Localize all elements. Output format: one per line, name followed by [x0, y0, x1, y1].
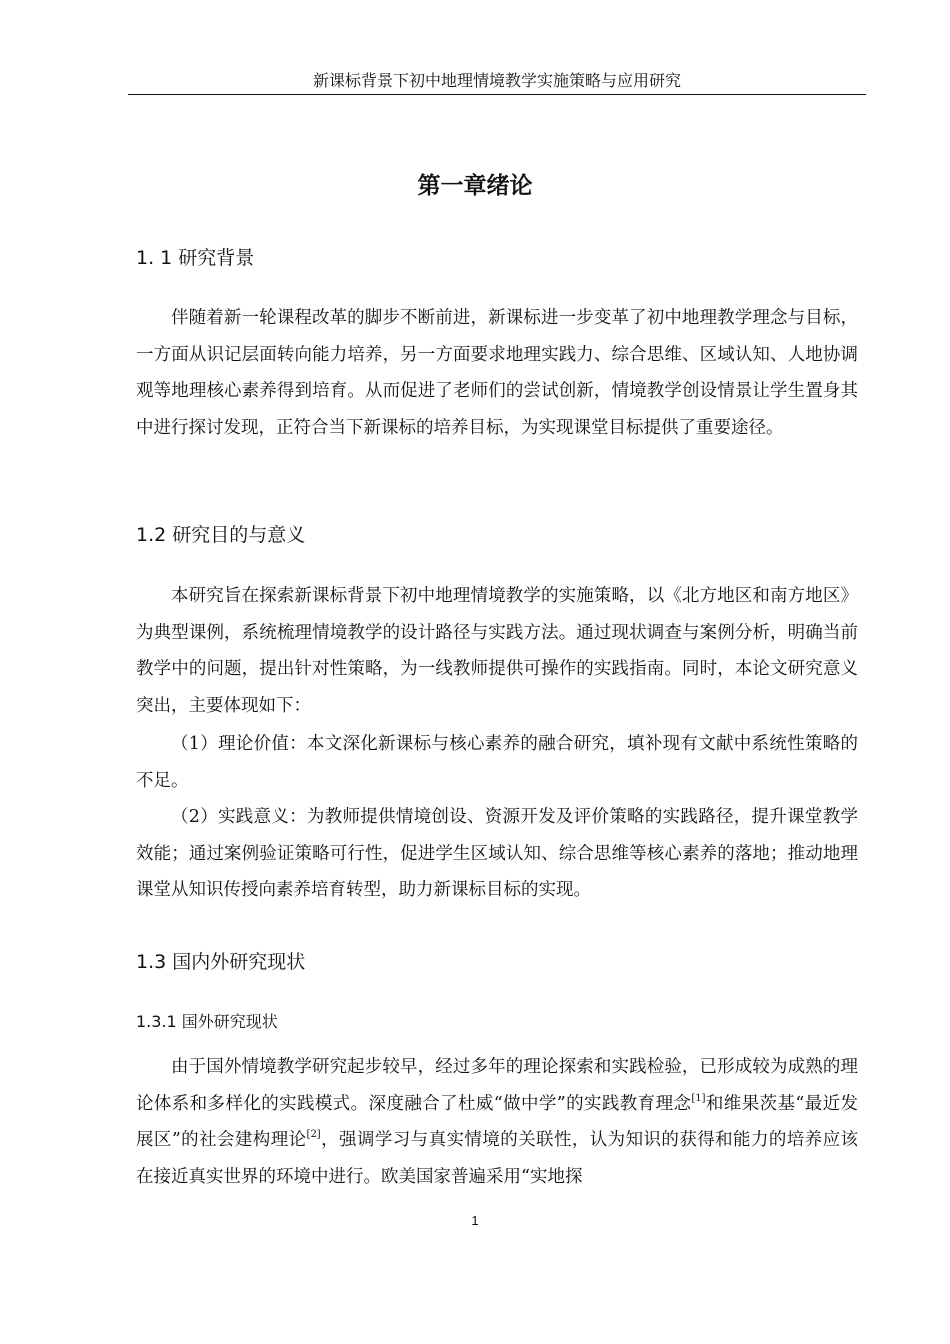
- section-1-2-paragraph: 本研究旨在探索新课标背景下初中地理情境教学的实施策略，以《北方地区和南方地区》为典型课例，系统梳理情境教学的设计路径与实践方法。通过现状调查与案例分析，明确当前教学中的问题，提出针对性策略，为一线教师提供可操作的实践指南。同时，本论文研究意义突出，主要体现如下：: [136, 586, 858, 716]
- subsection-heading-1-3-1: 1.3.1 国外研究现状: [136, 1012, 278, 1031]
- running-header: 新课标背景下初中地理情境教学实施策略与应用研究: [312, 71, 681, 90]
- section-heading-1-2: 1.2 研究目的与意义: [136, 524, 306, 546]
- section-heading-1-1: 1. 1 研究背景: [136, 247, 255, 269]
- paragraph-text-part: 由于国外情境教学研究起步较早，经过多年的理论探索和实践检验，已形成较为成熟的理论体系和多样化的实践模式。深度融合了杜威“做中学”的实践教育理念: [136, 1057, 858, 1114]
- header-rule: [128, 94, 866, 95]
- paragraph-text-part: 和维果茨基“最近发展区”的社会建构理论: [136, 1093, 858, 1150]
- section-1-3-1-paragraph: [136, 1049, 858, 1195]
- page-number: 1: [471, 1213, 479, 1228]
- paragraph-text-part: ，强调学习与真实情境的关联性，认为知识的获得和能力的培养应该在接近真实世界的环境中进行。欧美国家普遍采用“实地探: [136, 1130, 858, 1187]
- citation-ref-2: [2]: [306, 1129, 321, 1140]
- chapter-title: 第一章绪论: [417, 173, 533, 199]
- section-1-2-item-theory: （1）理论价值：本文深化新课标与核心素养的融合研究，填补现有文献中系统性策略的不足。: [136, 734, 858, 791]
- section-heading-1-3: 1.3 国内外研究现状: [136, 951, 306, 973]
- citation-ref-1: [1]: [691, 1092, 706, 1104]
- section-1-2-item-practice: （2）实践意义：为教师提供情境创设、资源开发及评价策略的实践路径，提升课堂教学效能；通过案例验证策略可行性，促进学生区域认知、综合思维等核心素养的落地；推动地理课堂从知识传授向素养培育转型，助力新课标目标的实现。: [136, 807, 858, 900]
- section-1-1-paragraph: 伴随着新一轮课程改革的脚步不断前进，新课标进一步变革了初中地理教学理念与目标，一方面从识记层面转向能力培养，另一方面要求地理实践力、综合思维、区域认知、人地协调观等地理核心素养得到培育。从而促进了老师们的尝试创新，情境教学创设情景让学生置身其中进行探讨发现，正符合当下新课标的培养目标，为实现课堂目标提供了重要途径。: [136, 308, 858, 438]
